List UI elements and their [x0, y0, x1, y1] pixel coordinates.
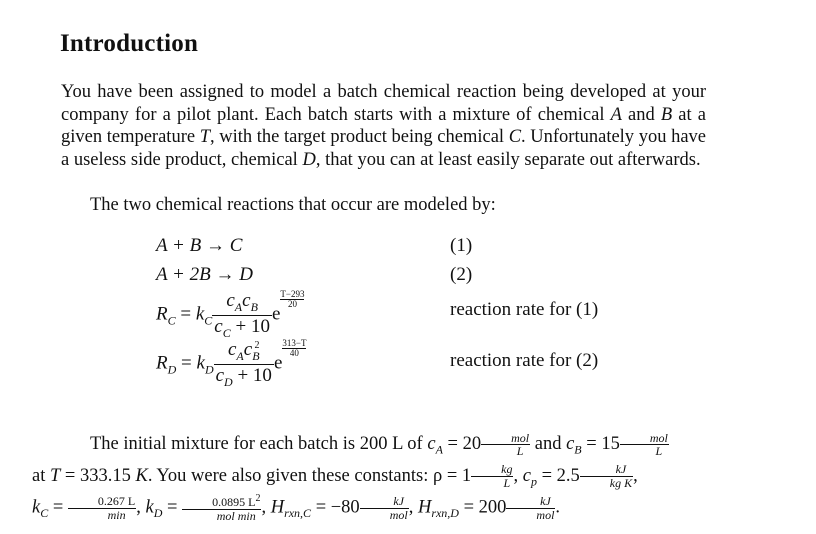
rc-fraction: $\frac{c_Ac_B}{c_C + 10}$ [214, 290, 270, 340]
hc-unit [360, 495, 409, 521]
p3-text-4: . You were also given these constants: [147, 465, 433, 486]
rc-k: k [195, 303, 205, 325]
cp-unit-bot: kg K [609, 475, 633, 490]
hc-value: = −80 [311, 497, 360, 518]
reaction-1-number: (1) [450, 235, 473, 256]
rd-k-sub: D [204, 362, 214, 377]
var-c: C [508, 127, 522, 147]
reaction-2-text: A + 2B → D [156, 264, 253, 285]
reaction-1-text: A + B → C [156, 235, 243, 256]
hc-unit-top: kJ [360, 495, 409, 509]
rho-unit-bot: L [503, 475, 511, 490]
var-b: B [660, 104, 673, 125]
rho-unit-top: kg [471, 463, 513, 477]
rd-plus10: + 10 [232, 364, 272, 386]
var-t: T [199, 127, 210, 147]
hd-unit [506, 495, 555, 521]
rate-d-description: reaction rate for (2) [450, 350, 599, 371]
reaction-2-number: (2) [450, 264, 473, 285]
cb-unit [620, 432, 669, 458]
rd-lhs: R [156, 352, 168, 374]
p1-text-2: and [621, 104, 661, 125]
reaction-2 [156, 264, 253, 286]
rd-k: k [196, 352, 205, 374]
rate-c-description: reaction rate for (1) [450, 299, 599, 320]
rate-c-equation: $R_C = k_C$ $\frac{c_Ac_B}{c_C + 10}$ e $\frac{T-293}{20}$ [156, 289, 305, 340]
cp-unit-top: kJ [580, 463, 633, 477]
rc-den-c: c [214, 315, 223, 337]
rd-exp-bot: 40 [289, 348, 299, 359]
rc-exp-top: T−293 [280, 289, 305, 300]
p1-text-5: . Unfortunately you have a useless side product, chemical [61, 127, 706, 170]
rc-k-sub: C [204, 313, 213, 328]
rc-exp-bot: 20 [287, 299, 297, 310]
kc-unit-bot: min [107, 507, 126, 522]
p1-text-4: , with the target product being chemical [210, 127, 509, 147]
rho-unit [471, 463, 513, 489]
p1-text-6: , that you can at least easily separate out afterwards. [315, 149, 701, 170]
kc-eq: = [48, 497, 68, 518]
rc-num-c1: c [226, 290, 235, 311]
rd-lhs-sub: D [167, 362, 177, 377]
t-unit: K [135, 465, 148, 486]
cb-unit-bot: L [655, 444, 663, 459]
hd-value: = 200 [458, 497, 507, 518]
cb-value: = 15 [581, 434, 620, 454]
hd-unit-bot: mol [536, 507, 555, 522]
kc-unit [68, 495, 136, 521]
cp-value: = 2.5 [536, 465, 580, 486]
rc-exponent [280, 290, 304, 309]
kd-eq: = [162, 497, 183, 518]
hc-unit-bot: mol [389, 507, 408, 522]
hd-unit-top: kJ [506, 495, 555, 509]
p1-text-1: You have been assigned to model a batch chemical reaction being developed at your company for a pilot plant. Each batch starts with a mixture of chemical [61, 82, 706, 125]
reaction-1 [156, 235, 242, 257]
var-a: A [610, 104, 622, 125]
rc-lhs-sub: C [167, 313, 176, 328]
rd-fraction: $\frac{c_Ac_B^2}{c_D + 10}$ [215, 339, 272, 389]
t-value: = 333.15 [60, 465, 136, 486]
ca-unit-bot: L [516, 444, 524, 459]
constants-paragraph: The initial mixture for each batch is 200 L of $c_A = 20$ mol L and $c_B = 15$ mol L at T = 333.15 K. You were also given these constants: ρ = 1 $\frac{kg}{L}$ , $c_p = 2.5$ $\frac{kJ}{\text{kg K}}$ , $k_C$ = 0.267 L min , $k_D$ = 0.0895 $L^2$ mol min , $H_{rxn,C} = -80$ kJ mol , $H_{rxn,D} = 200$ kJ mol . [32, 430, 668, 523]
p3-text-3: at [32, 465, 50, 486]
kd-unit-bot: mol min [216, 508, 256, 523]
rd-e: e [273, 352, 283, 374]
cb-unit-top: mol [620, 432, 669, 446]
ca-unit [481, 432, 530, 458]
reactions-intro: The two chemical reactions that occur are modeled by: [90, 195, 496, 215]
rho-value: ρ = 1 [432, 465, 472, 486]
ca-value: = 20 [442, 434, 482, 454]
kd-unit-top: 0.0895 L [212, 495, 256, 510]
rc-plus10: + 10 [230, 315, 270, 337]
section-title: Introduction [60, 30, 199, 57]
var-d: D [302, 149, 316, 170]
rc-e: e [271, 303, 281, 325]
p1-text-3: at a given temperature [61, 104, 706, 147]
kd-unit: 0.0895 $L^2$ mol min [182, 494, 261, 522]
ca-unit-top: mol [481, 432, 530, 446]
p3-text-2: and [530, 434, 567, 454]
kc-unit-top: 0.267 L [68, 495, 136, 509]
rd-exponent [282, 339, 306, 358]
p3-text-1: The initial mixture for each batch is 200 L of [90, 434, 428, 454]
intro-paragraph [61, 81, 706, 171]
rd-exp-top: 313−T [282, 338, 307, 349]
cp-unit [580, 463, 633, 489]
rate-d-equation: $R_D = k_D$ $\frac{c_Ac_B^2}{c_D + 10}$ e $\frac{313-T}{40}$ [156, 338, 307, 389]
rc-lhs: R [156, 303, 168, 325]
